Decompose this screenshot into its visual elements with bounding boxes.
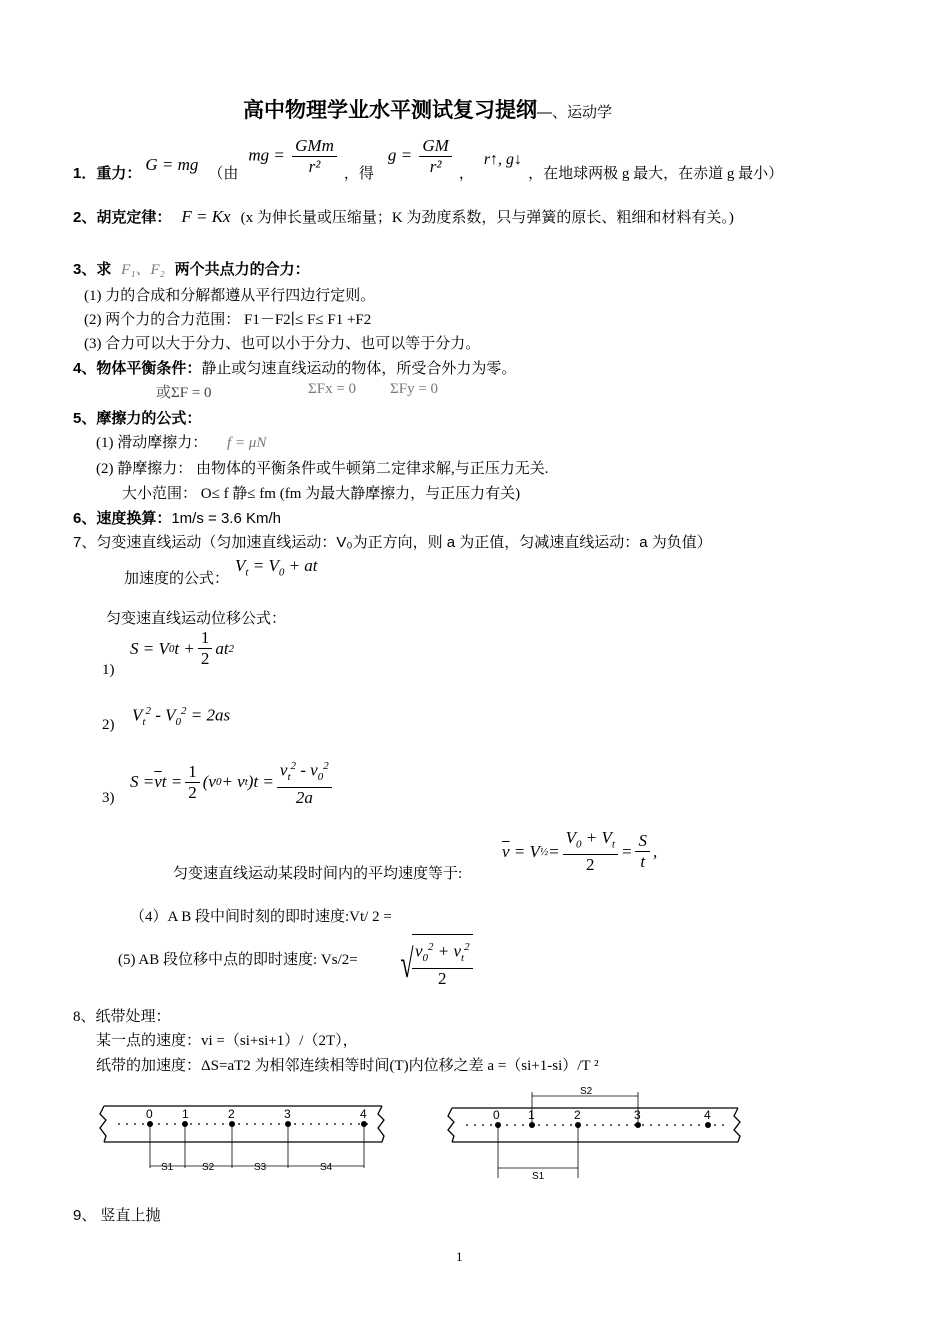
speed-conversion: 1m/s = 3.6 Km/h: [171, 510, 281, 527]
paper-tape-diagram-1: [98, 1098, 388, 1180]
universal-gravity-formula: [248, 136, 339, 177]
section-4-label: 4、物体平衡条件：: [73, 360, 202, 377]
page-title: [243, 94, 612, 124]
tape2-point-3: 3: [634, 1108, 641, 1122]
section-7-item-5: (5) AB 段位移中点的即时速度: Vs/2=: [118, 952, 358, 968]
displacement-label: 匀变速直线运动位移公式：: [106, 610, 287, 627]
tape1-point-0: 0: [146, 1107, 153, 1121]
section-3-label2: 两个共点力的合力：: [174, 261, 310, 278]
gravity-formula: G = mg: [145, 155, 199, 174]
title-main: 高中物理学业水平测试复习提纲: [243, 99, 537, 122]
tape1-seg-2: S2: [202, 1162, 215, 1173]
section-1-label: 1．重力：: [73, 164, 142, 182]
section-8-label: 8、纸带处理：: [73, 1009, 171, 1025]
tape2-seg-1: S1: [532, 1171, 545, 1182]
fraction: $\frac{v_t^2 - v_0^2}{2a}$: [277, 756, 332, 808]
tape2-point-4: 4: [704, 1108, 711, 1122]
accel-line: [124, 556, 318, 588]
section-2: [73, 206, 734, 227]
accel-label: 加速度的公式：: [124, 571, 230, 588]
fraction: $\frac{1}{2}$: [198, 628, 213, 669]
tape1-point-1: 1: [182, 1107, 189, 1121]
frac2-num: GM: [419, 136, 451, 157]
tape2-point-1: 1: [528, 1108, 535, 1122]
midpoint-velocity-formula: [396, 934, 473, 994]
forces: F₁、F₂: [121, 262, 165, 278]
section-4: [73, 357, 516, 378]
displacement-formula-3: S = $\overline{v}$ t = $\frac{1}{2}$ (v 0 + v t )t = $\frac{v_t^2 - v_0^2}{2a}$: [130, 756, 335, 808]
mid-text-1: ，得: [343, 165, 374, 182]
frac1-num: GMm: [292, 136, 337, 157]
section-3-label: 3、求: [73, 261, 112, 278]
fraction: $\frac{v_0^2 + v_t^2}{2}$: [412, 937, 473, 989]
section-9-label: 9、 竖直上抛: [73, 1207, 161, 1224]
section-3-title: [73, 258, 310, 279]
section-3-item-2: (2) 两个力的合力范围： F1－F2∣≤ F≤ F1 +F2: [84, 312, 372, 328]
fraction: $\frac{V_0 + V_t}{2}$: [563, 828, 618, 875]
page-number: 1: [456, 1249, 463, 1264]
section-8-line-2: 纸带的加速度：ΔS=aT2 为相邻连续相等时间(T)内位移之差 a =（si+1-si）/T ²: [96, 1058, 599, 1074]
hooke-desc: (x 为伸长量或压缩量；K 为劲度系数，只与弹簧的原长、粗细和材料有关。): [240, 210, 734, 226]
hooke-formula: F = Kx: [181, 207, 231, 226]
frac1-lhs: mg =: [248, 144, 285, 164]
section-6-label: 6、速度换算：: [73, 510, 172, 527]
section-7-item-4: （4）A B 段中间时刻的即时速度:Vt/ 2 =: [130, 909, 392, 925]
formula-3-num: 3): [102, 790, 115, 806]
section-2-label: 2、胡克定律：: [73, 209, 172, 226]
displacement-formula-1: S = V 0 t + $\frac{1}{2}$ at 2: [130, 628, 235, 668]
section-5-item-1: [96, 431, 266, 452]
fraction: [292, 136, 337, 177]
formula-2-num: 2): [102, 717, 115, 733]
sliding-friction-label: (1) 滑动摩擦力：: [96, 435, 208, 451]
frac2-den: r²: [429, 156, 442, 176]
section-3-item-3: (3) 合力可以大于分力、也可以小于分力、也可以等于分力。: [84, 336, 481, 352]
section-6: [73, 507, 281, 528]
section-8-line-1: 某一点的速度：vi =（si+si+1）/（2T），: [96, 1033, 358, 1049]
fraction: [419, 136, 451, 177]
section-3-item-1: (1) 力的合成和分解都遵从平行四边行定则。: [84, 288, 376, 304]
fraction: $\frac{1}{2}$: [185, 762, 200, 803]
equilibrium-eq-1: 或ΣF = 0: [156, 385, 212, 401]
section-5-item-2: (2) 静摩擦力： 由物体的平衡条件或牛顿第二定律求解,与正压力无关.: [96, 461, 549, 477]
average-velocity-formula: $\overline{v}$ = V ½ = $\frac{V_0 + V_t}{2}$ = $\frac{S}{t}$ ,: [502, 828, 658, 875]
paren-open: （由: [208, 165, 239, 182]
section-1: [73, 130, 783, 190]
sliding-friction-formula: f = μN: [227, 435, 267, 451]
tape1-seg-3: S3: [254, 1162, 267, 1173]
displacement-formula-2: $V_t^2 - V_0^2 = 2as$: [132, 705, 231, 729]
sqrt-symbol: √ $\frac{v_0^2 + v_t^2}{2}$: [396, 934, 473, 994]
equilibrium-eq-3: ΣFy = 0: [390, 381, 439, 397]
tape1-point-4: 4: [360, 1107, 367, 1121]
section-5-item-3: 大小范围： O≤ f 静≤ fm (fm 为最大静摩擦力，与正压力有关): [122, 486, 521, 502]
tape1-seg-1: S1: [161, 1162, 174, 1173]
tape1-point-3: 3: [284, 1107, 291, 1121]
tape2-point-2: 2: [574, 1108, 581, 1122]
equilibrium-eq-2: ΣFx = 0: [308, 381, 357, 397]
paper-tape-diagram-2: [446, 1082, 746, 1182]
frac2-lhs: g =: [387, 144, 413, 164]
tape2-point-0: 0: [493, 1108, 500, 1122]
average-velocity-label: 匀变速直线运动某段时间内的平均速度等于:: [173, 866, 463, 882]
arrows: r↑, g↓: [483, 151, 523, 168]
tape1-seg-4: S4: [320, 1162, 333, 1173]
tape2-seg-2: S2: [580, 1086, 593, 1097]
section-1-tail: ，在地球两极 g 最大，在赤道 g 最小）: [528, 165, 784, 182]
accel-formula: $V_t = V_0$ + at: [235, 556, 318, 579]
title-sub: —、运动学: [537, 104, 613, 121]
formula-1-num: 1): [102, 662, 115, 678]
frac1-den: r²: [308, 156, 321, 176]
mid-text-2: ，: [458, 165, 474, 182]
tape1-point-2: 2: [228, 1107, 235, 1121]
fraction: $\frac{S}{t}$: [635, 831, 650, 872]
section-7-label: 7、匀变速直线运动（匀加速直线运动：V₀为正方向，则 a 为正值，匀减速直线运动：a 为负值）: [73, 534, 712, 551]
section-4-desc: 静止或匀速直线运动的物体，所受合外力为零。: [201, 361, 517, 377]
g-formula: [388, 136, 455, 177]
section-5-label: 5、摩擦力的公式：: [73, 410, 202, 427]
